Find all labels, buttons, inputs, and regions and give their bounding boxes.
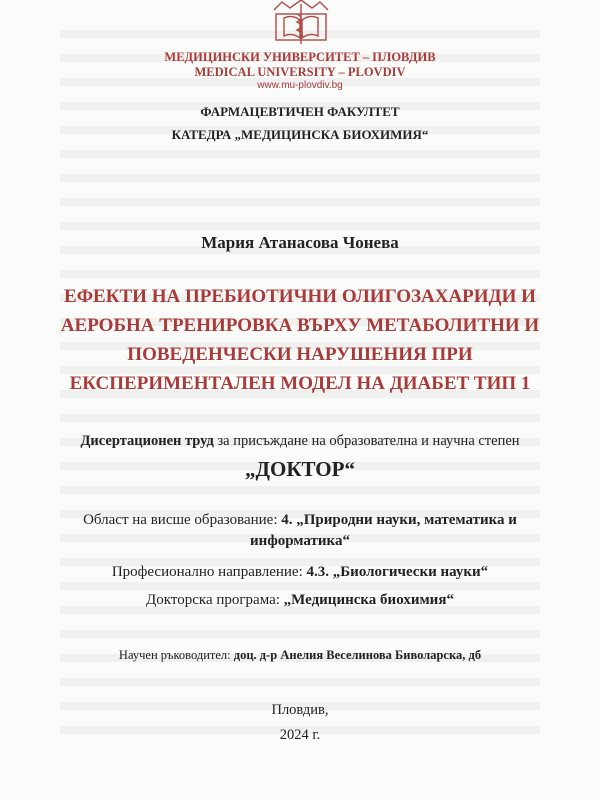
- department: КАТЕДРА „МЕДИЦИНСКА БИОХИМИЯ“: [171, 127, 429, 142]
- faculty: ФАРМАЦЕВТИЧЕН ФАКУЛТЕТ: [200, 104, 400, 119]
- direction-value: 4.3. „Биологически науки“: [306, 564, 489, 580]
- direction-label: Професионално направление:: [111, 564, 307, 580]
- degree: „ДОКТОР“: [245, 457, 355, 481]
- field-value: 4. „Природни науки, математика и: [281, 512, 517, 528]
- field-line: [0, 512, 600, 529]
- program-value: „Медицинска биохимия“: [283, 592, 454, 608]
- title-line: АЕРОБНА ТРЕНИРОВКА ВЪРХУ МЕТАБОЛИТНИ И: [60, 315, 540, 336]
- title-line: ПОВЕДЕНЧЕСКИ НАРУШЕНИЯ ПРИ: [127, 344, 473, 365]
- university-name-bg: МЕДИЦИНСКИ УНИВЕРСИТЕТ – ПЛОВДИВ: [164, 50, 436, 64]
- direction-line: [0, 564, 600, 581]
- year: 2024 г.: [279, 727, 321, 743]
- dissertation-bold: Дисертационен труд: [80, 433, 214, 449]
- field-value-cont: информатика“: [250, 533, 350, 549]
- dissertation-line: [0, 433, 600, 450]
- city: Пловдив,: [271, 702, 329, 718]
- supervisor-value: доц. д-р Анелия Веселинова Биволарска, дб: [233, 648, 482, 662]
- dissertation-rest: за присъждане на образователна и научна степен: [213, 433, 520, 449]
- university-name-en: MEDICAL UNIVERSITY – PLOVDIV: [194, 65, 406, 79]
- title-line: ЕКСПЕРИМЕНТАЛЕН МОДЕЛ НА ДИАБЕТ ТИП 1: [69, 373, 531, 394]
- university-logo-icon: [270, 0, 332, 46]
- program-line: [0, 592, 600, 609]
- title-line: ЕФЕКТИ НА ПРЕБИОТИЧНИ ОЛИГОЗАХАРИДИ И: [64, 286, 536, 307]
- university-website: www.mu-plovdiv.bg: [257, 80, 343, 91]
- field-label: Област на висше образование:: [83, 512, 282, 528]
- program-label: Докторска програма:: [146, 592, 284, 608]
- author-name: Мария Атанасова Чонева: [201, 233, 399, 252]
- supervisor-line: [0, 648, 600, 663]
- supervisor-label: Научен ръководител:: [118, 648, 234, 662]
